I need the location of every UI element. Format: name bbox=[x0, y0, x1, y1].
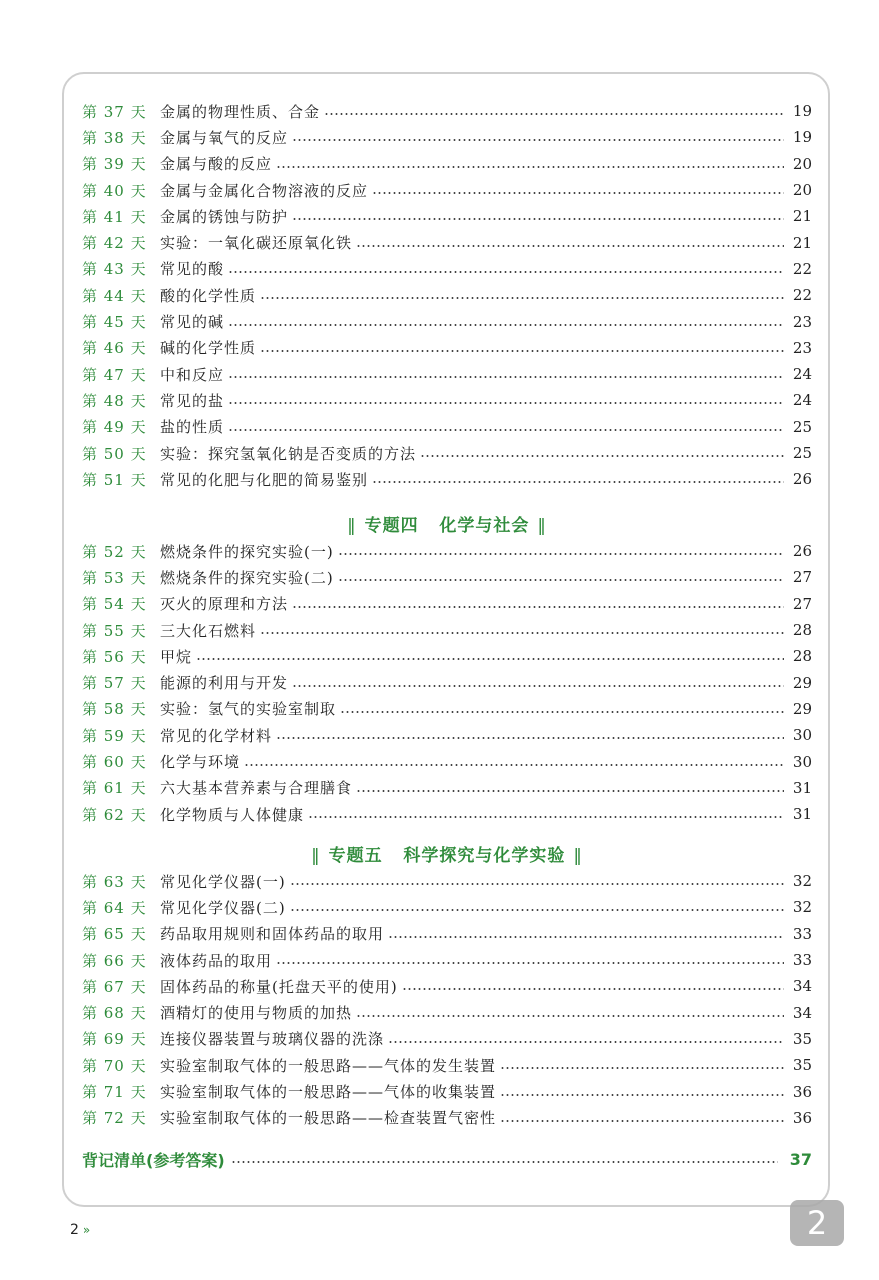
toc-row[interactable] bbox=[82, 466, 812, 492]
toc-row[interactable] bbox=[82, 1078, 812, 1104]
appendix-entry[interactable] bbox=[82, 1146, 812, 1172]
toc-day-label: 第 60 天 bbox=[82, 753, 147, 772]
leader-dots bbox=[290, 883, 784, 885]
toc-day-label: 第 58 天 bbox=[82, 700, 147, 719]
toc-day-label: 第 41 天 bbox=[82, 207, 147, 226]
toc-title: 实验室制取气体的一般思路——检查装置气密性 bbox=[160, 1109, 497, 1128]
section-bar-left: ‖ bbox=[347, 516, 357, 536]
toc-title: 酸的化学性质 bbox=[160, 286, 257, 305]
toc-row[interactable] bbox=[82, 868, 812, 894]
footer-page-number bbox=[70, 1222, 90, 1238]
leader-dots bbox=[231, 1161, 778, 1163]
toc-page-number: 33 bbox=[792, 951, 812, 970]
toc-title: 金属的锈蚀与防护 bbox=[160, 207, 289, 226]
leader-dots bbox=[388, 936, 784, 938]
toc-title: 燃烧条件的探究实验(二) bbox=[160, 568, 334, 587]
toc-day-label: 第 46 天 bbox=[82, 339, 147, 358]
toc-group-3 bbox=[82, 868, 812, 1131]
leader-dots bbox=[356, 245, 784, 247]
toc-row[interactable] bbox=[82, 361, 812, 387]
toc-title: 实验室制取气体的一般思路——气体的收集装置 bbox=[160, 1083, 497, 1102]
toc-title: 金属与氧气的反应 bbox=[160, 128, 289, 147]
toc-title: 灭火的原理和方法 bbox=[160, 595, 289, 614]
toc-title: 六大基本营养素与合理膳食 bbox=[160, 779, 353, 798]
leader-dots bbox=[388, 1041, 784, 1043]
double-chevron-icon: » bbox=[82, 1223, 91, 1237]
toc-title: 常见化学仪器(二) bbox=[160, 898, 286, 917]
toc-day-label: 第 65 天 bbox=[82, 925, 147, 944]
leader-dots bbox=[276, 962, 784, 964]
toc-day-label: 第 50 天 bbox=[82, 444, 147, 463]
toc-row[interactable] bbox=[82, 440, 812, 466]
toc-page-number: 30 bbox=[792, 752, 812, 771]
toc-title: 常见的酸 bbox=[160, 260, 225, 279]
page-number: 2 bbox=[70, 1222, 79, 1238]
leader-dots bbox=[228, 324, 784, 326]
toc-page-number: 35 bbox=[792, 1056, 812, 1075]
toc-day-label: 第 57 天 bbox=[82, 674, 147, 693]
section-label: 专题四 bbox=[364, 516, 419, 536]
toc-day-label: 第 66 天 bbox=[82, 951, 147, 970]
toc-title: 实验：探究氢氧化钠是否变质的方法 bbox=[160, 444, 417, 463]
toc-page-number: 24 bbox=[792, 365, 812, 384]
toc-row[interactable] bbox=[82, 1105, 812, 1131]
toc-row[interactable] bbox=[82, 256, 812, 282]
appendix-page: 37 bbox=[789, 1149, 812, 1169]
toc-page-number: 22 bbox=[792, 259, 812, 278]
toc-day-label: 第 53 天 bbox=[82, 568, 147, 587]
toc-page-number: 25 bbox=[792, 417, 812, 436]
toc-row[interactable] bbox=[82, 335, 812, 361]
toc-title: 常见化学仪器(一) bbox=[160, 872, 286, 891]
leader-dots bbox=[228, 271, 784, 273]
toc-row[interactable] bbox=[82, 999, 812, 1025]
toc-title: 三大化石燃料 bbox=[160, 621, 257, 640]
toc-day-label: 第 51 天 bbox=[82, 470, 147, 489]
toc-page-number: 32 bbox=[792, 872, 812, 891]
toc-page-number: 31 bbox=[792, 778, 812, 797]
toc-page-number: 19 bbox=[792, 128, 812, 147]
toc-title: 常见的碱 bbox=[160, 313, 225, 332]
toc-row[interactable] bbox=[82, 124, 812, 150]
leader-dots bbox=[292, 685, 784, 687]
toc-row[interactable] bbox=[82, 722, 812, 748]
toc-row[interactable] bbox=[82, 775, 812, 801]
leader-dots bbox=[276, 166, 784, 168]
toc-day-label: 第 45 天 bbox=[82, 313, 147, 332]
toc-day-label: 第 64 天 bbox=[82, 898, 147, 917]
toc-day-label: 第 39 天 bbox=[82, 155, 147, 174]
toc-day-label: 第 63 天 bbox=[82, 872, 147, 891]
toc-title: 甲烷 bbox=[160, 647, 193, 666]
toc-title: 能源的利用与开发 bbox=[160, 674, 289, 693]
toc-row[interactable] bbox=[82, 1052, 812, 1078]
toc-page-number: 26 bbox=[792, 470, 812, 489]
leader-dots bbox=[500, 1067, 784, 1069]
toc-title: 液体药品的取用 bbox=[160, 951, 273, 970]
toc-page-number: 27 bbox=[792, 594, 812, 613]
toc-title: 燃烧条件的探究实验(一) bbox=[160, 542, 334, 561]
leader-dots bbox=[338, 553, 784, 555]
toc-day-label: 第 48 天 bbox=[82, 391, 147, 410]
leader-dots bbox=[324, 113, 784, 115]
toc-row[interactable] bbox=[82, 617, 812, 643]
leader-dots bbox=[196, 658, 784, 660]
toc-page-number: 20 bbox=[792, 154, 812, 173]
toc-row[interactable] bbox=[82, 973, 812, 999]
toc-row[interactable] bbox=[82, 229, 812, 255]
toc-page-number: 27 bbox=[792, 568, 812, 587]
section-bar-right: ‖ bbox=[537, 516, 547, 536]
leader-dots bbox=[308, 816, 784, 818]
toc-row[interactable] bbox=[82, 591, 812, 617]
toc-page-number: 22 bbox=[792, 286, 812, 305]
toc-group-2 bbox=[82, 538, 812, 827]
toc-row[interactable] bbox=[82, 203, 812, 229]
toc-title: 金属与金属化合物溶液的反应 bbox=[160, 181, 369, 200]
toc-page-number: 23 bbox=[792, 338, 812, 357]
section-name: 化学与社会 bbox=[439, 516, 530, 536]
toc-title: 实验：一氧化碳还原氧化铁 bbox=[160, 234, 353, 253]
leader-dots bbox=[420, 455, 784, 457]
toc-day-label: 第 43 天 bbox=[82, 260, 147, 279]
leader-dots bbox=[260, 350, 784, 352]
leader-dots bbox=[372, 481, 784, 483]
toc-title: 药品取用规则和固体药品的取用 bbox=[160, 925, 385, 944]
leader-dots bbox=[228, 402, 784, 404]
toc-title: 金属与酸的反应 bbox=[160, 155, 273, 174]
toc-page-number: 33 bbox=[792, 924, 812, 943]
toc-page-number: 24 bbox=[792, 391, 812, 410]
section-bar-left: ‖ bbox=[311, 846, 321, 866]
page-badge: 2 bbox=[790, 1200, 844, 1246]
toc-page-number: 34 bbox=[792, 1003, 812, 1022]
section-label: 专题五 bbox=[328, 846, 383, 866]
toc-title: 盐的性质 bbox=[160, 418, 225, 437]
toc-page-number: 29 bbox=[792, 699, 812, 718]
toc-row[interactable] bbox=[82, 414, 812, 440]
toc-day-label: 第 70 天 bbox=[82, 1056, 147, 1075]
leader-dots bbox=[228, 429, 784, 431]
section-header-4 bbox=[82, 511, 812, 536]
leader-dots bbox=[500, 1094, 784, 1096]
leader-dots bbox=[356, 790, 784, 792]
toc-page-number: 23 bbox=[792, 312, 812, 331]
toc-row[interactable] bbox=[82, 894, 812, 920]
toc-title: 酒精灯的使用与物质的加热 bbox=[160, 1004, 353, 1023]
toc-title: 实验：氢气的实验室制取 bbox=[160, 700, 337, 719]
toc-title: 碱的化学性质 bbox=[160, 339, 257, 358]
leader-dots bbox=[356, 1015, 784, 1017]
toc-page-number: 36 bbox=[792, 1108, 812, 1127]
leader-dots bbox=[338, 579, 784, 581]
toc-page-number: 28 bbox=[792, 647, 812, 666]
leader-dots bbox=[290, 909, 784, 911]
leader-dots bbox=[292, 218, 784, 220]
toc-day-label: 第 44 天 bbox=[82, 286, 147, 305]
toc-row[interactable] bbox=[82, 748, 812, 774]
toc-page-number: 29 bbox=[792, 673, 812, 692]
toc-day-label: 第 62 天 bbox=[82, 805, 147, 824]
toc-day-label: 第 38 天 bbox=[82, 128, 147, 147]
toc-row[interactable] bbox=[82, 151, 812, 177]
toc-title: 常见的化学材料 bbox=[160, 726, 273, 745]
toc-row[interactable] bbox=[82, 387, 812, 413]
toc-day-label: 第 52 天 bbox=[82, 542, 147, 561]
section-bar-right: ‖ bbox=[573, 846, 583, 866]
toc-day-label: 第 61 天 bbox=[82, 779, 147, 798]
toc-page-number: 20 bbox=[792, 181, 812, 200]
toc-page-number: 32 bbox=[792, 898, 812, 917]
toc-title: 金属的物理性质、合金 bbox=[160, 102, 321, 121]
toc-day-label: 第 68 天 bbox=[82, 1004, 147, 1023]
toc-row[interactable] bbox=[82, 1026, 812, 1052]
toc-title: 常见的化肥与化肥的简易鉴别 bbox=[160, 470, 369, 489]
toc-page-number: 30 bbox=[792, 726, 812, 745]
toc-day-label: 第 42 天 bbox=[82, 234, 147, 253]
toc-page-number: 31 bbox=[792, 805, 812, 824]
toc-page-number: 21 bbox=[792, 207, 812, 226]
section-name: 科学探究与化学实验 bbox=[403, 846, 566, 866]
toc-row[interactable] bbox=[82, 98, 812, 124]
toc-page-number: 25 bbox=[792, 444, 812, 462]
toc-row[interactable] bbox=[82, 308, 812, 334]
toc-row[interactable] bbox=[82, 947, 812, 973]
leader-dots bbox=[340, 711, 784, 713]
toc-title: 化学物质与人体健康 bbox=[160, 805, 305, 824]
leader-dots bbox=[292, 606, 784, 608]
toc-day-label: 第 67 天 bbox=[82, 977, 147, 996]
leader-dots bbox=[276, 737, 784, 739]
toc-title: 连接仪器装置与玻璃仪器的洗涤 bbox=[160, 1030, 385, 1049]
leader-dots bbox=[402, 988, 784, 990]
toc-day-label: 第 69 天 bbox=[82, 1030, 147, 1049]
toc-day-label: 第 55 天 bbox=[82, 621, 147, 640]
toc-row[interactable] bbox=[82, 643, 812, 669]
toc-row[interactable] bbox=[82, 921, 812, 947]
toc-page-number: 35 bbox=[792, 1029, 812, 1048]
toc-page-number: 21 bbox=[792, 233, 812, 252]
toc-day-label: 第 37 天 bbox=[82, 102, 147, 121]
toc-day-label: 第 54 天 bbox=[82, 595, 147, 614]
toc-day-label: 第 59 天 bbox=[82, 726, 147, 745]
toc-page-number: 26 bbox=[792, 542, 812, 561]
toc-title: 常见的盐 bbox=[160, 391, 225, 410]
toc-page-number: 36 bbox=[792, 1082, 812, 1101]
toc-page-number: 19 bbox=[792, 102, 812, 121]
leader-dots bbox=[260, 297, 784, 299]
toc-day-label: 第 71 天 bbox=[82, 1083, 147, 1102]
leader-dots bbox=[228, 376, 784, 378]
toc-day-label: 第 56 天 bbox=[82, 647, 147, 666]
toc-title: 化学与环境 bbox=[160, 753, 241, 772]
toc-row[interactable] bbox=[82, 696, 812, 722]
toc-title: 中和反应 bbox=[160, 365, 225, 384]
toc-day-label: 第 72 天 bbox=[82, 1109, 147, 1128]
toc-page-number: 34 bbox=[792, 977, 812, 996]
toc-row[interactable] bbox=[82, 564, 812, 590]
leader-dots bbox=[500, 1120, 784, 1122]
appendix-title: 背记清单(参考答案) bbox=[82, 1150, 225, 1170]
toc-row[interactable] bbox=[82, 177, 812, 203]
toc-title: 实验室制取气体的一般思路——气体的发生装置 bbox=[160, 1056, 497, 1075]
toc-day-label: 第 49 天 bbox=[82, 418, 147, 437]
toc-day-label: 第 47 天 bbox=[82, 365, 147, 384]
leader-dots bbox=[260, 632, 784, 634]
leader-dots bbox=[244, 764, 784, 766]
toc-row[interactable] bbox=[82, 538, 812, 564]
toc-row[interactable] bbox=[82, 282, 812, 308]
toc-page-number: 28 bbox=[792, 621, 812, 640]
section-header-5 bbox=[82, 841, 812, 866]
leader-dots bbox=[292, 139, 784, 141]
toc-day-label: 第 40 天 bbox=[82, 181, 147, 200]
toc-title: 固体药品的称量(托盘天平的使用) bbox=[160, 977, 398, 996]
toc-row[interactable] bbox=[82, 801, 812, 827]
toc-group-1 bbox=[82, 98, 812, 492]
leader-dots bbox=[372, 192, 784, 194]
toc-row[interactable] bbox=[82, 669, 812, 695]
